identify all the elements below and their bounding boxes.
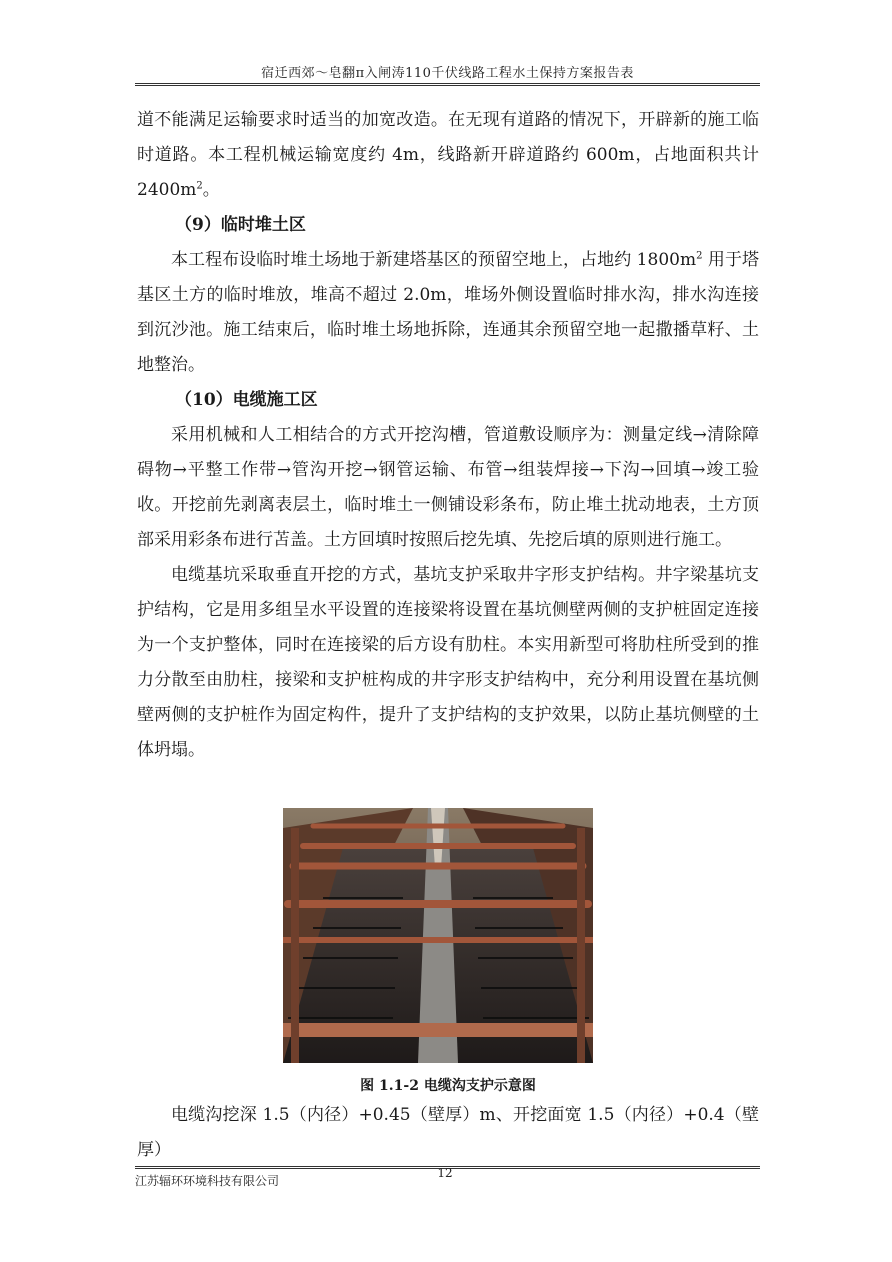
paragraph-stockpile [137,243,759,383]
paragraph-stockpile-text: 本工程布设临时堆土场地于新建塔基区的预留空地上，占地约 1800m [171,250,697,270]
paragraph-road-text: 道不能满足运输要求时适当的加宽改造。在无现有道路的情况下，开辟新的施工临时道路。本工程机械运输宽度约 4m，线路新开辟道路约 600m，占地面积共计 2400m [137,110,759,200]
paragraph-road [137,103,759,208]
page-header: 宿迁西郊～皂翻π入闸涛110千伏线路工程水土保持方案报告表 [261,66,634,81]
paragraph-trench-size: 电缆沟挖深 1.5（内径）+0.45（壁厚）m、开挖面宽 1.5（内径）+0.4（壁厚） [137,1105,759,1160]
page-number: 12 [437,1166,453,1180]
paragraph-stockpile-rest: 用于塔基区土方的临时堆放，堆高不超过 2.0m，堆场外侧设置临时排水沟，排水沟连接到沉沙池。施工结束后，临时堆土场地拆除，连通其余预留空地一起撒播草籽、土地整治。 [137,250,759,375]
superscript: 2 [196,180,203,192]
document-body-continued [137,1098,759,1168]
paragraph-support: 电缆基坑采取垂直开挖的方式，基坑支护采取井字形支护结构。井字梁基坑支护结构，它是用多组呈水平设置的连接梁将设置在基坑侧壁两侧的支护桩固定连接为一个支护整体，同时在连接梁的后方设有肋柱。本实用新型可将肋柱所受到的推力分散至由肋柱，接梁和支护桩构成的井字形支护结构中，充分利用设置在基坑侧壁两侧的支护桩作为固定构件，提升了支护结构的支护效果，以防止基坑侧壁的土体坍塌。 [137,565,759,760]
superscript: 2 [696,250,703,262]
cable-trench-photo [283,808,593,1063]
document-body [137,103,759,768]
trench-illustration [283,808,593,1063]
section-heading-9: （9）临时堆土区 [175,215,306,235]
paragraph-road-end: 。 [202,180,220,200]
section-heading-10: （10）电缆施工区 [175,390,318,410]
header-rule [135,83,760,86]
figure-caption: 图 1.1-2 电缆沟支护示意图 [360,1078,536,1094]
paragraph-trench: 采用机械和人工相结合的方式开挖沟槽，管道敷设顺序为：测量定线→清除障碍物→平整工作带→管沟开挖→钢管运输、布管→组装焊接→下沟→回填→竣工验收。开挖前先剥离表层土，临时堆土一侧铺设彩条布，防止堆土扰动地表，土方顶部采用彩条布进行苫盖。土方回填时按照后挖先填、先挖后填的原则进行施工。 [137,425,759,550]
footer-company: 江苏辐环环境科技有限公司 [135,1174,280,1188]
